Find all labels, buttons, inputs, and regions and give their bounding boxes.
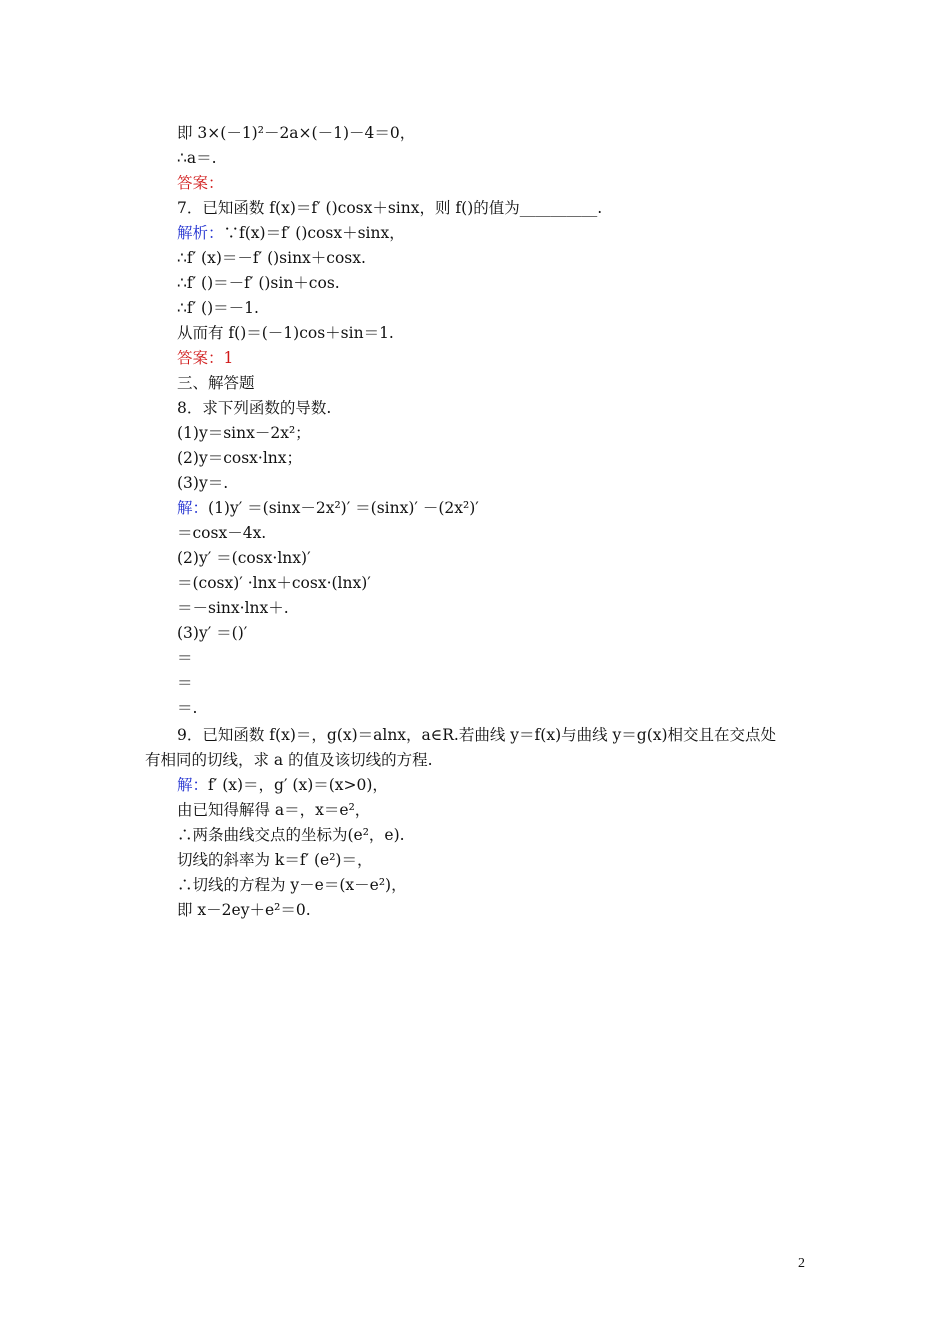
solution-line: ＝. [177,699,198,717]
solution-line: 从而有 f()＝(－1)cos＋sin＝1. [177,324,394,342]
solution-line: 解：f′ (x)＝，g′ (x)＝(x>0)， [177,776,388,794]
solution-line: 解：(1)y′ ＝(sinx－2x²)′ ＝(sinx)′ －(2x²)′ [177,499,479,517]
question-part: (2)y＝cosx·lnx； [177,449,303,467]
solution-line: ＝cosx－4x. [177,524,267,542]
question-8: 8．求下列函数的导数. [177,399,332,417]
solution-line: ∴f′ ()＝－1. [177,299,259,317]
solution-line: 解析：∵f(x)＝f′ ()cosx＋sinx， [177,224,405,242]
answer-label: 答案： [177,174,224,192]
solution-line: ＝－sinx·lnx＋. [177,599,289,617]
solution-line: ∴f′ ()＝－f′ ()sin＋cos. [177,274,340,292]
solution-line: 即 x－2ey＋e²＝0. [177,901,311,919]
section-heading: 三、解答题 [177,374,255,392]
answer-label: 答案：1 [177,349,234,367]
solution-line: 切线的斜率为 k＝f′ (e²)＝， [177,851,373,869]
solution-line: 由已知得解得 a＝，x＝e²， [177,801,371,819]
solution-line: ＝ [177,649,193,667]
question-part: (1)y＝sinx－2x²； [177,424,311,442]
solution-line: ∴两条曲线交点的坐标为(e²，e). [177,826,405,844]
solution-line: ＝(cosx)′ ·lnx＋cosx·(lnx)′ [177,574,371,592]
solution-line: (2)y′ ＝(cosx·lnx)′ [177,549,311,567]
question-9-continued: 有相同的切线，求 a 的值及该切线的方程. [145,751,433,769]
question-7: 7．已知函数 f(x)＝f′ ()cosx＋sinx，则 f()的值为__________. [177,199,603,217]
solution-line: ∴切线的方程为 y－e＝(x－e²)， [177,876,407,894]
question-9: 9．已知函数 f(x)＝，g(x)＝alnx，a∈R.若曲线 y＝f(x)与曲线 y＝g(x)相交且在交点处 [177,726,777,744]
question-part: (3)y＝. [177,474,229,492]
solution-line: ∴a＝. [177,149,217,167]
solution-line: 即 3×(－1)²－2a×(－1)－4＝0， [177,124,416,142]
solution-line: (3)y′ ＝()′ [177,624,248,642]
solution-line: ＝ [177,674,193,692]
solution-line: ∴f′ (x)＝－f′ ()sinx＋cosx. [177,249,366,267]
page-number: 2 [798,1256,805,1271]
